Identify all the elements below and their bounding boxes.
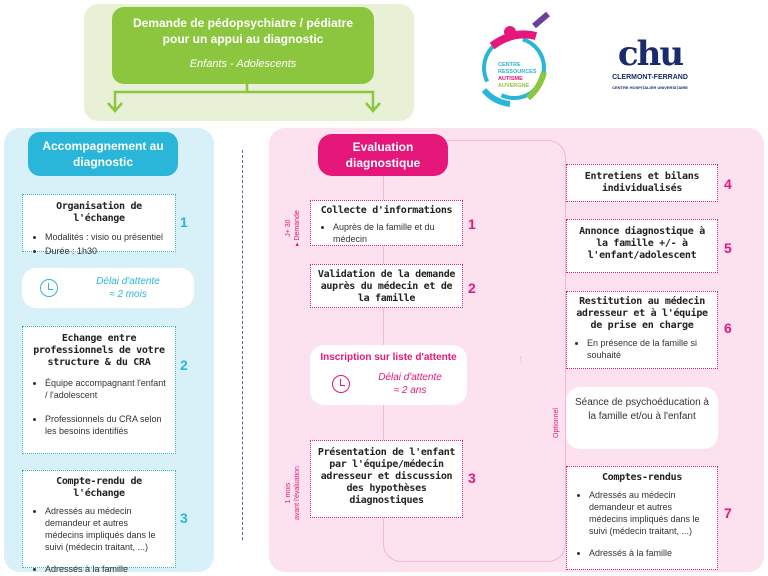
left-step3-box (22, 470, 176, 574)
clock-icon (40, 279, 58, 297)
right-step5-title: Annonce diagnostique à la famille +/- à l'enfant/adolescent (579, 226, 705, 261)
right-step6-number: 6 (724, 320, 732, 336)
right-step6-box (566, 291, 718, 369)
waitlist-title: Inscription sur liste d'attente (320, 352, 457, 363)
cra-logo (474, 10, 554, 110)
waitlist-pill (310, 345, 467, 405)
left-step1-list: • Modalités : visio ou présentiel • Durée : 1h30 (29, 231, 169, 257)
left-step2-title: Echange entre professionnels de votre structure & du CRA (33, 333, 165, 368)
chu-logo: chu CLERMONT-FERRAND CENTRE HOSPITALIER UNIVERSITAIRE (612, 34, 688, 90)
left-delay-text: Délai d'attente ≈ 2 mois (96, 276, 160, 300)
side-label-demand: J+ 30 ▸ Demande (285, 210, 301, 246)
clock-icon (332, 375, 350, 393)
right-step3-number: 3 (468, 470, 476, 486)
left-step1-box (22, 194, 176, 256)
psychoeducation-box: Séance de psychoéducation à la famille et/ou à l'enfant (566, 387, 718, 449)
right-step2-title: Validation de la demande auprès du médecin et de la famille (317, 269, 456, 304)
branch-arrows (84, 80, 414, 120)
right-step7-title: Comptes-rendus (601, 472, 683, 483)
right-step1-box (310, 200, 463, 246)
left-step3-list: • Adressés au médecin demandeur et autres médecins impliqués dans le suivi (médecin traitant, ...) • Adressés à la famille (29, 505, 169, 575)
right-step3-box (310, 440, 463, 518)
up-arrow-icon: ↑ (518, 354, 523, 365)
left-step1-number: 1 (180, 214, 188, 230)
left-column-header: Accompagnement au diagnostic (28, 132, 178, 176)
right-step7-number: 7 (724, 505, 732, 521)
left-step1-title: Organisation de l'échange (56, 201, 142, 224)
right-step3-title: Présentation de l'enfant par l'équipe/médecin adresseur et discussion des hypothèses diagnostiques (317, 447, 456, 506)
request-title: Demande de pédopsychiatre / pédiatre pour un appui au diagnostic (132, 16, 354, 46)
right-step5-number: 5 (724, 240, 732, 256)
right-step6-title: Restitution au médecin adresseur et à l'équipe de prise en charge (576, 296, 708, 331)
request-box (112, 7, 374, 84)
right-step2-box (310, 264, 463, 308)
right-step1-number: 1 (468, 216, 476, 232)
right-step7-list: • Adressés au médecin demandeur et autres médecins impliqués dans le suivi (médecin traitant, ...) • Adressés à la famille (573, 489, 711, 559)
right-column-header: Evaluation diagnostique (318, 134, 448, 176)
right-step4-number: 4 (724, 176, 732, 192)
right-step4-box (566, 164, 718, 202)
right-step1-title: Collecte d'informations (320, 205, 453, 216)
left-step3-number: 3 (180, 510, 188, 526)
side-label-evaluation: 1 mois avant l'évaluation (285, 466, 301, 520)
side-label-optional: Optionnel (553, 408, 560, 438)
left-step2-number: 2 (180, 357, 188, 373)
left-step2-list: • Équipe accompagnant l'enfant / l'adolescent • Professionnels du CRA selon les besoins identifiés (29, 377, 169, 437)
request-subtitle: Enfants - Adolescents (189, 58, 297, 70)
left-step3-title: Compte-rendu de l'échange (56, 476, 142, 499)
right-step2-number: 2 (468, 280, 476, 296)
right-step1-list: • Auprès de la famille et du médecin (317, 221, 456, 245)
right-step5-box (566, 219, 718, 273)
left-delay-pill (22, 268, 194, 308)
left-step2-box (22, 326, 176, 454)
column-divider (242, 150, 243, 540)
cra-logo-text: CENTRE RESSOURCES AUTISME AUVERGNE (498, 62, 537, 89)
waitlist-delay: Délai d'attente ≈ 2 ans (378, 372, 442, 396)
right-step4-title: Entretiens et bilans individualisés (584, 171, 700, 194)
right-step7-box (566, 466, 718, 570)
right-step6-list: • En présence de la famille si souhaité (571, 337, 713, 361)
